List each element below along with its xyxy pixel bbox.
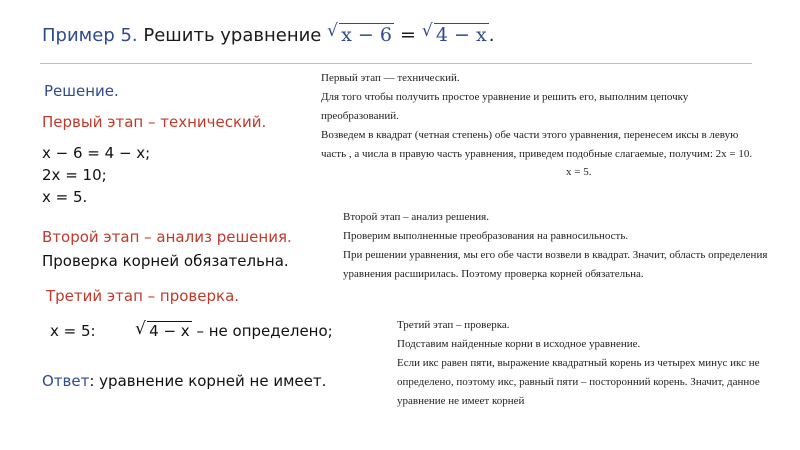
check-rhs: – не определено; xyxy=(191,322,333,340)
block1-result: x = 5. xyxy=(566,166,592,178)
block1-para2: Возведем в квадрат (четная степень) обе части этого уравнения, перенесем иксы в левую часть , а числа в правую часть уравнения, приведем подобные слагаемые, получим: 2x = 10. xyxy=(321,129,753,160)
block2-para2: При решении уравнения, мы его обе части возвели в квадрат. Значит, область определения уравнения расширилась. Поэтому проверка корней обязательна. xyxy=(343,249,768,280)
check-required-text: Проверка корней обязательна. xyxy=(42,252,289,270)
equation-3: x = 5. xyxy=(42,188,88,206)
sqrt-rhs: √ 4 − x xyxy=(422,24,489,46)
sqrt-lhs: √ x − 6 xyxy=(327,24,394,46)
stage3-heading: Третий этап – проверка. xyxy=(46,287,240,305)
example-number: Пример 5. xyxy=(42,25,138,46)
block3-heading: Третий этап – проверка. xyxy=(397,319,510,331)
explanation-block-2 xyxy=(343,208,783,284)
answer-line xyxy=(42,372,326,390)
answer-text: : уравнение корней не имеет. xyxy=(89,372,327,390)
sqrt-check: √ 4 − x xyxy=(135,322,192,340)
block1-para1: Для того чтобы получить простое уравнение и решить его, выполним цепочку преобразований. xyxy=(321,91,689,122)
block2-para1: Проверим выполненные преобразования на равносильность. xyxy=(343,230,629,242)
answer-label: Ответ xyxy=(42,372,90,390)
title-text: Решить уравнение xyxy=(137,25,328,46)
page-title: Пример 5. Решить уравнение √ x − 6 = √ 4 − x . xyxy=(42,24,494,46)
block1-heading: Первый этап — технический. xyxy=(321,72,460,84)
block3-para2: Если икс равен пяти, выражение квадратный корень из четырех минус икс не определено, поэтому икс, равный пяти – посторонний корень. Значит, данное уравнение не имеет корней xyxy=(397,357,760,407)
title-equation: √ x − 6 = √ 4 − x xyxy=(327,24,489,46)
stage2-heading: Второй этап – анализ решения. xyxy=(42,228,292,246)
explanation-block-3 xyxy=(397,316,777,411)
title-divider xyxy=(40,63,752,64)
block2-heading: Второй этап – анализ решения. xyxy=(343,211,489,223)
stage1-heading: Первый этап – технический. xyxy=(42,113,267,131)
equation-2: 2x = 10; xyxy=(42,166,107,184)
solution-label: Решение. xyxy=(44,82,119,100)
explanation-block-1 xyxy=(321,69,757,164)
equation-1: x − 6 = 4 − x; xyxy=(42,144,151,162)
check-equation xyxy=(50,322,333,340)
check-lhs: x = 5: xyxy=(50,322,96,340)
block3-para1: Подставим найденные корни в исходное уравнение. xyxy=(397,338,641,350)
